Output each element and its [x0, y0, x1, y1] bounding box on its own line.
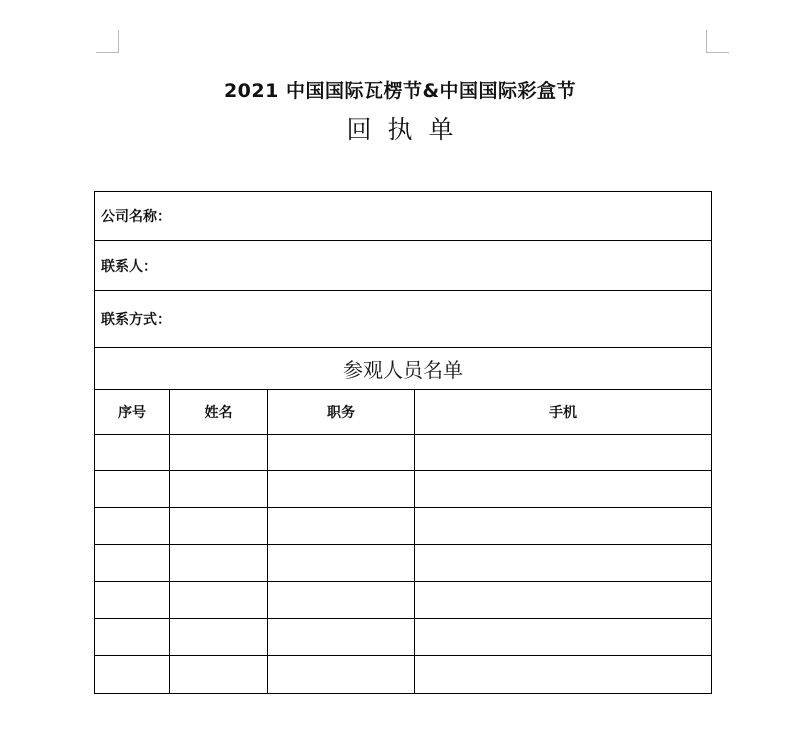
contact-method-row [95, 291, 712, 348]
table-row [95, 582, 712, 619]
cell-serial[interactable] [95, 471, 170, 508]
contact-method-field[interactable] [95, 291, 712, 348]
cell-position[interactable] [268, 656, 415, 694]
column-header-position: 职务 [268, 390, 415, 435]
contact-person-field[interactable] [95, 241, 712, 291]
cell-name[interactable] [170, 582, 268, 619]
column-header-serial: 序号 [95, 390, 170, 435]
company-name-row [95, 192, 712, 241]
table-row [95, 545, 712, 582]
company-name-label: 公司名称： [101, 209, 171, 225]
table-row [95, 471, 712, 508]
cell-name[interactable] [170, 545, 268, 582]
cell-name[interactable] [170, 435, 268, 471]
cell-mobile[interactable] [415, 619, 712, 656]
cell-name[interactable] [170, 471, 268, 508]
page-corner-mark-top-right [706, 30, 729, 53]
cell-mobile[interactable] [415, 656, 712, 694]
cell-position[interactable] [268, 545, 415, 582]
cell-position[interactable] [268, 582, 415, 619]
document-subtitle: 回执单 [346, 115, 470, 144]
column-header-mobile: 手机 [415, 390, 712, 435]
cell-name[interactable] [170, 656, 268, 694]
page-corner-mark-top-left [96, 30, 119, 53]
document-title: 2021 中国国际瓦楞节&中国国际彩盒节 [223, 80, 577, 102]
cell-position[interactable] [268, 435, 415, 471]
table-row [95, 656, 712, 694]
table-row [95, 435, 712, 471]
cell-serial[interactable] [95, 619, 170, 656]
cell-mobile[interactable] [415, 545, 712, 582]
cell-serial[interactable] [95, 582, 170, 619]
cell-position[interactable] [268, 508, 415, 545]
contact-method-label: 联系方式： [101, 312, 171, 328]
column-header-name: 姓名 [170, 390, 268, 435]
contact-person-row [95, 241, 712, 291]
column-header-row [95, 390, 712, 435]
cell-position[interactable] [268, 471, 415, 508]
cell-serial[interactable] [95, 545, 170, 582]
cell-mobile[interactable] [415, 435, 712, 471]
cell-name[interactable] [170, 508, 268, 545]
cell-mobile[interactable] [415, 508, 712, 545]
table-row [95, 619, 712, 656]
cell-name[interactable] [170, 619, 268, 656]
section-title: 参观人员名单 [95, 348, 712, 390]
table-row [95, 508, 712, 545]
cell-serial[interactable] [95, 435, 170, 471]
company-name-field[interactable] [95, 192, 712, 241]
reply-form-table [94, 191, 712, 694]
cell-serial[interactable] [95, 656, 170, 694]
cell-position[interactable] [268, 619, 415, 656]
cell-mobile[interactable] [415, 582, 712, 619]
cell-mobile[interactable] [415, 471, 712, 508]
contact-person-label: 联系人： [101, 258, 157, 275]
section-title-row [95, 348, 712, 390]
cell-serial[interactable] [95, 508, 170, 545]
